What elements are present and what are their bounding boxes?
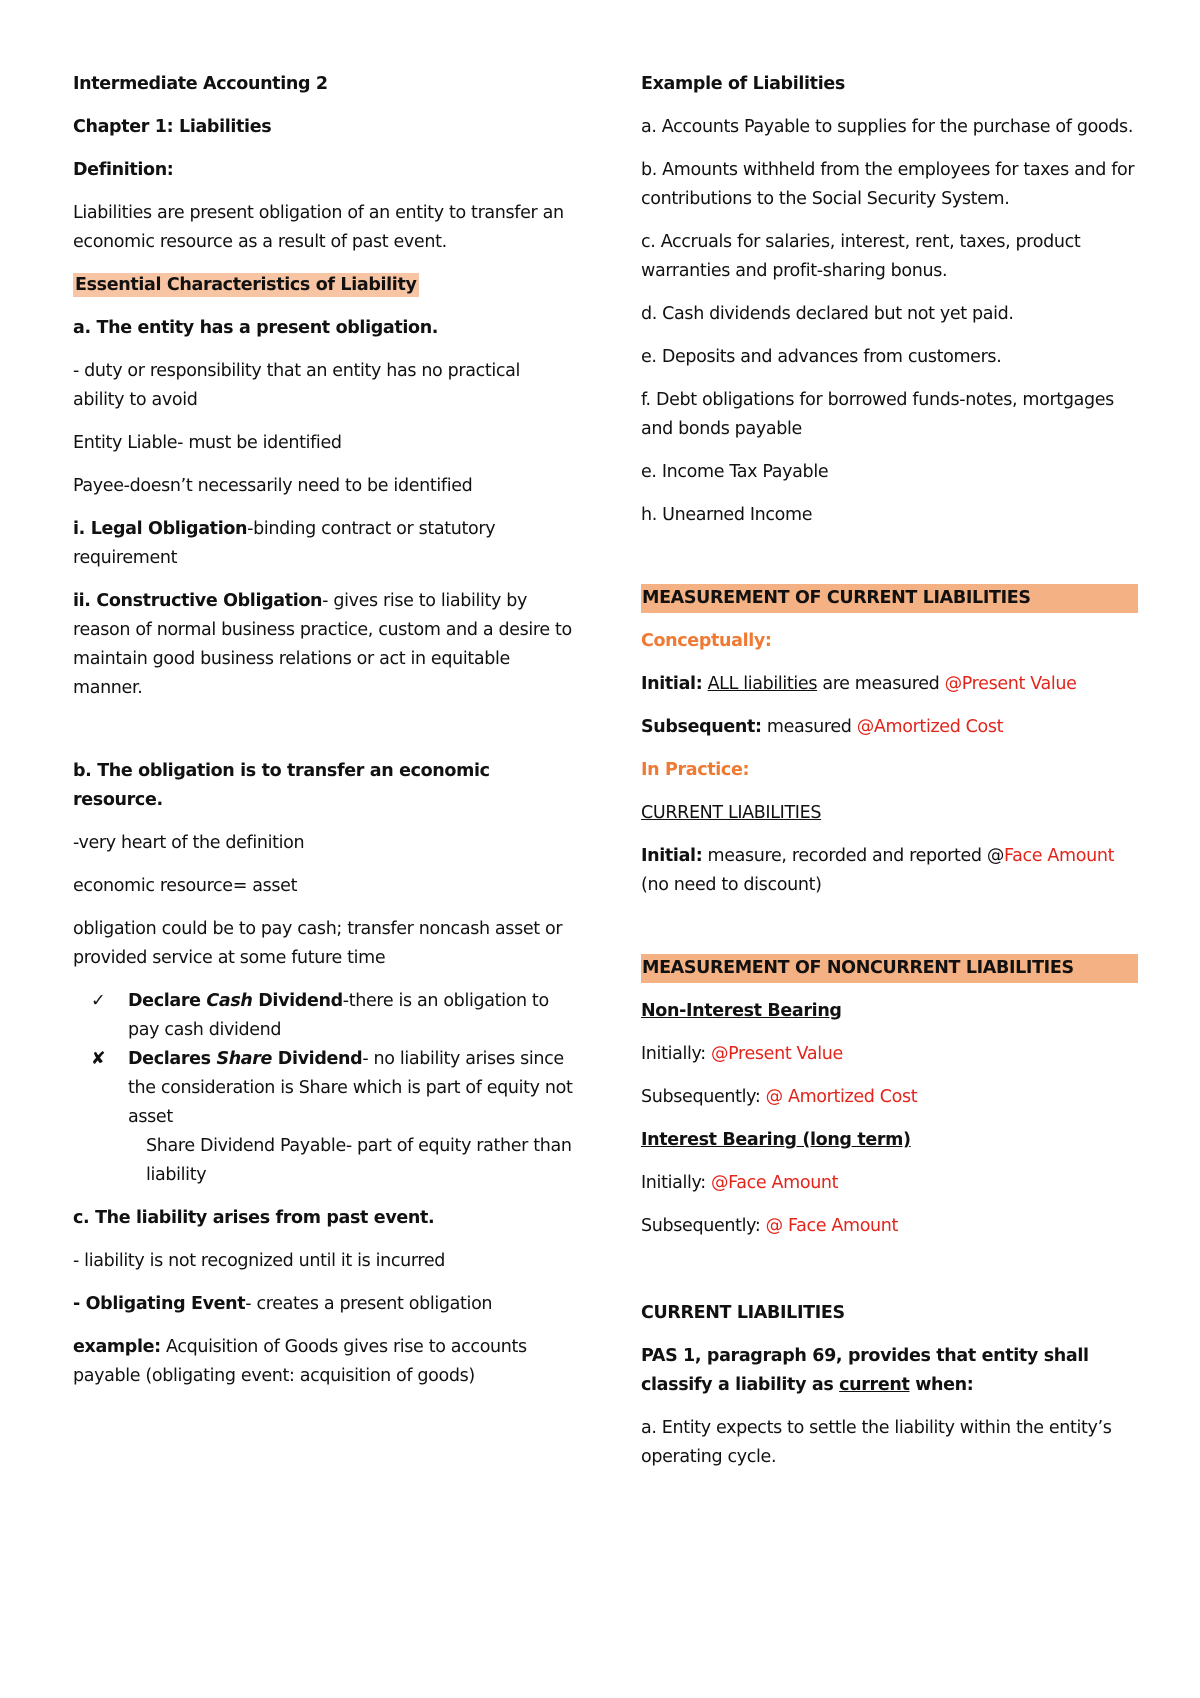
cross-icon: ✘ <box>91 1049 106 1069</box>
subsequently-line-2: Subsequently: @ Face Amount <box>641 1216 899 1236</box>
initially-line: Initially: @Present Value <box>641 1044 843 1064</box>
initially-line-2: Initially: @Face Amount <box>641 1173 839 1193</box>
check-icon: ✓ <box>91 991 106 1011</box>
list-item: h. Unearned Income <box>641 505 813 525</box>
example-label: example: <box>73 1337 161 1357</box>
characteristic-b: b. The obligation is to transfer an economic resource. <box>73 761 490 810</box>
characteristic-a: a. The entity has a present obligation. <box>73 318 439 338</box>
non-interest-heading: Non-Interest Bearing <box>641 1001 842 1021</box>
definition-text: Liabilities are present obligation of an entity to transfer an economic resource as a result of past event. <box>73 203 564 252</box>
noncurrent-measurement-heading: MEASUREMENT OF NONCURRENT LIABILITIES <box>641 954 1138 983</box>
chapter-title: Chapter 1: Liabilities <box>73 117 272 137</box>
spacer <box>641 914 1138 954</box>
legal-obligation-label: i. Legal Obligation <box>73 519 248 539</box>
example: example: Acquisition of Goods gives rise to accounts payable (obligating event: acquisition of goods) <box>73 1337 527 1386</box>
characteristic-b-desc: -very heart of the definition <box>73 833 305 853</box>
subsequent-line: Subsequent: measured @Amortized Cost <box>641 717 1004 737</box>
spacer <box>641 544 1138 584</box>
subsequently-line: Subsequently: @ Amortized Cost <box>641 1087 918 1107</box>
obligating-event: - Obligating Event- creates a present obligation <box>73 1294 493 1314</box>
characteristic-c-desc: - liability is not recognized until it is incurred <box>73 1251 446 1271</box>
constructive-obligation-text: - gives rise to liability by reason of normal business practice, custom and a desire to maintain good business relations or act in equitable manner. <box>73 591 572 698</box>
current-liabilities-underlined: CURRENT LIABILITIES <box>641 803 822 823</box>
definition-label: Definition: <box>73 160 174 180</box>
initial-line: Initial: ALL liabilities are measured @Present Value <box>641 674 1077 694</box>
right-column <box>641 70 1138 1486</box>
essential-heading-line <box>73 271 573 300</box>
list-item: e. Deposits and advances from customers. <box>641 347 1002 367</box>
initial-face-line: Initial: measure, recorded and reported @Face Amount (no need to discount) <box>641 846 1115 895</box>
interest-heading: Interest Bearing (long term) <box>641 1130 911 1150</box>
in-practice-label: In Practice: <box>641 760 750 780</box>
constructive-obligation-label: ii. Constructive Obligation <box>73 591 323 611</box>
obligating-event-label: Obligating Event <box>85 1294 246 1314</box>
share-dividend-payable: Share Dividend Payable- part of equity rather than liability <box>146 1136 572 1185</box>
characteristic-c: c. The liability arises from past event. <box>73 1208 435 1228</box>
entity-liable: Entity Liable- must be identified <box>73 433 342 453</box>
pas-paragraph: PAS 1, paragraph 69, provides that entity shall classify a liability as current when: <box>641 1346 1089 1395</box>
dividend-list <box>73 987 573 1132</box>
course-title: Intermediate Accounting 2 <box>73 74 328 94</box>
list-item: e. Income Tax Payable <box>641 462 829 482</box>
current-measurement-heading: MEASUREMENT OF CURRENT LIABILITIES <box>641 584 1138 613</box>
left-column <box>73 70 573 1405</box>
economic-resource: economic resource= asset <box>73 876 298 896</box>
list-item: ✘ Declares Share Dividend- no liability arises since the consideration is Share which is part of equity not asset <box>73 1045 573 1132</box>
spacer <box>73 717 573 757</box>
legal-obligation-text: -binding contract or statutory requirement <box>73 519 496 568</box>
characteristic-a-desc: - duty or responsibility that an entity has no practical ability to avoid <box>73 361 521 410</box>
essential-heading: Essential Characteristics of Liability <box>75 275 417 295</box>
list-item: ✓ Declare Cash Dividend-there is an obligation to pay cash dividend <box>73 987 573 1045</box>
list-item: d. Cash dividends declared but not yet paid. <box>641 304 1014 324</box>
obligation-text: obligation could be to pay cash; transfer noncash asset or provided service at some future time <box>73 919 563 968</box>
constructive-obligation <box>73 587 573 703</box>
spacer <box>641 1255 1138 1299</box>
list-item: b. Amounts withheld from the employees for taxes and for contributions to the Social Security System. <box>641 160 1135 209</box>
examples-heading: Example of Liabilities <box>641 74 845 94</box>
conceptually-label: Conceptually: <box>641 631 772 651</box>
list-item: f. Debt obligations for borrowed funds-notes, mortgages and bonds payable <box>641 390 1114 439</box>
legal-obligation <box>73 515 573 573</box>
settle-text: a. Entity expects to settle the liability within the entity’s operating cycle. <box>641 1418 1112 1467</box>
list-item: a. Accounts Payable to supplies for the purchase of goods. <box>641 117 1134 137</box>
payee: Payee-doesn’t necessarily need to be identified <box>73 476 473 496</box>
current-liabilities-heading: CURRENT LIABILITIES <box>641 1303 845 1323</box>
list-item: c. Accruals for salaries, interest, rent, taxes, product warranties and profit-sharing bonus. <box>641 232 1081 281</box>
